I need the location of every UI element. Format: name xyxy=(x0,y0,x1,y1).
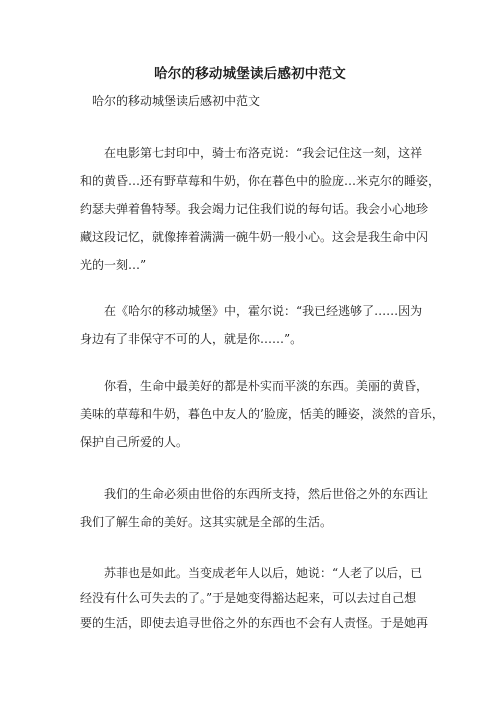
paragraph-line: 在电影第七封印中，骑士布洛克说：“我会记住这一刻，这祥 xyxy=(104,146,423,160)
paragraph-line: 身边有了非保守不可的人，就是你……”。 xyxy=(80,332,303,346)
paragraph-line: 你看，生命中最美好的都是朴实而平淡的东西。美丽的黄昏， xyxy=(104,379,429,393)
paragraph-line: 美味的草莓和牛奶，暮色中友人的’脸庞，恬美的睡姿，淡然的音乐， xyxy=(80,407,444,421)
paragraph-line: 藏这段记忆，就像捧着满满一碗牛奶一般小心。这会是我生命中闪 xyxy=(80,230,429,244)
paragraph-line: 要的生活，即使去追寻世俗之外的东西也不会有人责怪。于是她再 xyxy=(80,616,429,630)
paragraph-line: 约瑟夫弹着鲁特琴。我会竭力记住我们说的每句话。我会小心地珍 xyxy=(80,202,429,216)
document-subtitle: 哈尔的移动城堡读后感初中范文 xyxy=(92,94,261,108)
document-title: 哈尔的移动城堡读后感初中范文 xyxy=(154,66,346,82)
paragraph-line: 和的黄昏…还有野草莓和牛奶，你在暮色中的脸庞…米克尔的睡姿， xyxy=(80,174,441,188)
paragraph-line: 我们的生命必须由世俗的东西所支持，然后世俗之外的东西让 xyxy=(104,487,429,501)
paragraph-line: 光的一刻…” xyxy=(80,258,147,272)
paragraph-line: 保护自己所爱的人。 xyxy=(80,435,189,449)
paragraph-line: 在《哈尔的移动城堡》中，霍尔说：“我已经逃够了……因为 xyxy=(104,304,423,318)
paragraph-line: 我们了解生命的美好。这其实就是全部的生活。 xyxy=(80,515,333,529)
paragraph-line: 经没有什么可失去的了。”于是她变得豁达起来，可以去过自己想 xyxy=(80,591,417,605)
paragraph-line: 苏菲也是如此。当变成老年人以后，她说：“人老了以后，已 xyxy=(104,566,423,580)
